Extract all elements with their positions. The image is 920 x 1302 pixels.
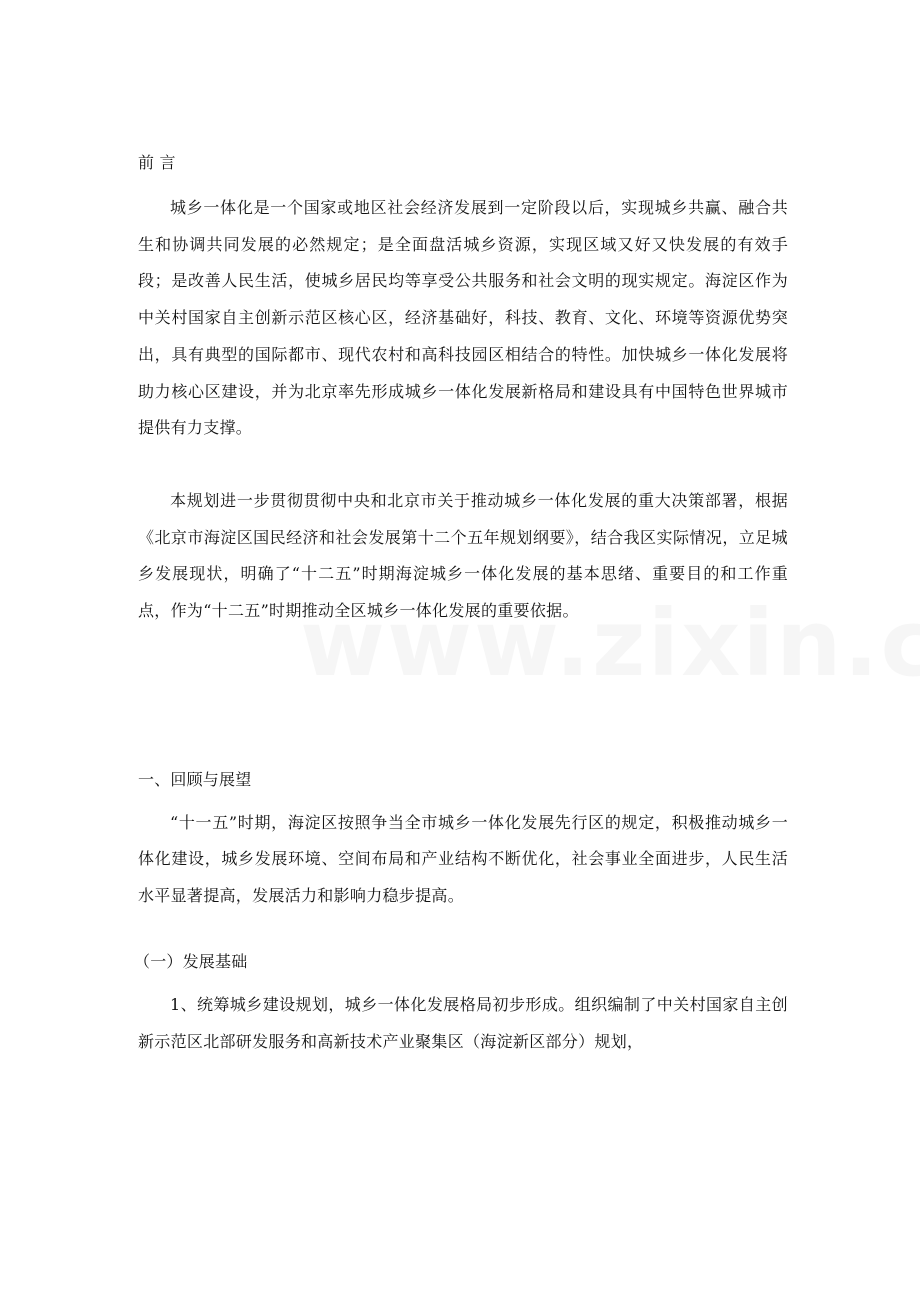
preface-paragraph-1: 城乡一体化是一个国家或地区社会经济发展到一定阶段以后，实现城乡共赢、融合共生和协调共同发展的必然规定；是全面盘活城乡资源，实现区域又好又快发展的有效手段；是改善人民生活，使城乡居民均等享受公共服务和社会文明的现实规定。海淀区作为中关村国家自主创新示范区核心区，经济基础好，科技、教育、文化、环境等资源优势突出，具有典型的国际都市、现代农村和高科技园区相结合的特性。加快城乡一体化发展将助力核心区建设，并为北京率先形成城乡一体化发展新格局和建设具有中国特色世界城市提供有力支撑。: [138, 198, 788, 438]
spacer: [138, 176, 788, 190]
spacer: [138, 915, 788, 949]
preface-paragraph-2: 本规划进一步贯彻贯彻中央和北京市关于推动城乡一体化发展的重大决策部署，根据《北京市海淀区国民经济和社会发展第十二个五年规划纲要》，结合我区实际情况，立足城乡发展现状，明确了“十二五”时期海淀城乡一体化发展的基本思绪、重要目的和工作重点，作为“十二五”时期推动全区城乡一体化发展的重要依据。: [138, 490, 788, 621]
spacer: [138, 793, 788, 805]
preface-title: 前 言: [138, 153, 176, 172]
subsection-1-paragraph: 1、统筹城乡建设规划，城乡一体化发展格局初步形成。组织编制了中关村国家自主创新示范区北部研发服务和高新技术产业聚集区（海淀新区部分）规划，: [138, 994, 788, 1051]
spacer: [138, 447, 788, 483]
document-body: [134, 150, 788, 1060]
spacer: [138, 975, 788, 987]
subsection-1-title: （一）发展基础: [134, 951, 248, 971]
section-1-paragraph: “十一五”时期，海淀区按照争当全市城乡一体化发展先行区的规定，积极推动城乡一体化建设，城乡发展环境、空间布局和产业结构不断优化，社会事业全面进步，人民生活水平显著提高，发展活力和影响力稳步提高。: [138, 812, 788, 906]
spacer: [138, 630, 788, 767]
section-1-title: 一、回顾与展望: [138, 769, 252, 789]
